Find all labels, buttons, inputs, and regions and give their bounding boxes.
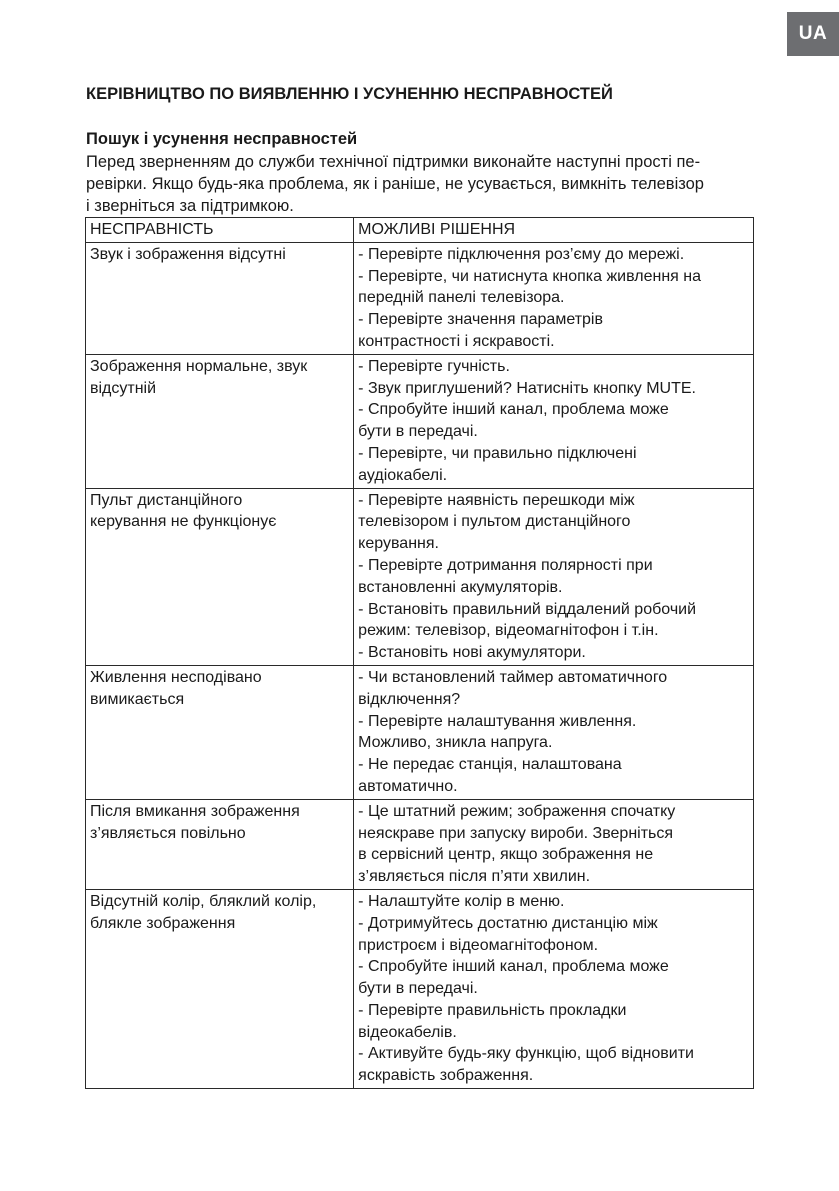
- solutions-cell: [354, 889, 754, 1088]
- table-header-row: [86, 218, 754, 243]
- solution-line: бути в передачі.: [358, 980, 478, 998]
- problem-line: Зображення нормальне, звук: [90, 357, 308, 375]
- intro-line: і зверніться за підтримкою.: [86, 197, 294, 215]
- table-row: [86, 488, 754, 665]
- problem-line: з’являється повільно: [90, 824, 246, 842]
- solutions-cell: [354, 488, 754, 665]
- table-row: [86, 354, 754, 488]
- solution-line: - Перевірте правильність прокладки: [358, 1001, 627, 1019]
- solution-line: - Не передає станція, налаштована: [358, 756, 622, 774]
- solution-line: - Перевірте наявність перешкоди між: [358, 491, 635, 509]
- solution-line: - Перевірте підключення роз’єму до мережі.: [358, 245, 685, 263]
- solutions-cell: [354, 354, 754, 488]
- problem-line: Пульт дистанційного: [90, 491, 243, 509]
- solution-line: - Перевірте значення параметрів: [358, 311, 603, 329]
- table-row: [86, 799, 754, 889]
- problem-line: Живлення несподівано: [90, 668, 262, 686]
- solution-line: - Перевірте, чи натиснута кнопка живлення на: [358, 267, 701, 285]
- solution-line: яскравість зображення.: [358, 1067, 534, 1085]
- table-row: [86, 889, 754, 1088]
- page-title: КЕРІВНИЦТВО ПО ВИЯВЛЕННЮ І УСУНЕННЮ НЕСПРАВНОСТЕЙ: [86, 85, 613, 103]
- solution-line: - Перевірте налаштування живлення.: [358, 712, 637, 730]
- solution-line: - Налаштуйте колір в меню.: [358, 892, 565, 910]
- solution-line: аудіокабелі.: [358, 466, 448, 484]
- problem-cell: [86, 799, 354, 889]
- solution-line: - Перевірте дотримання полярності при: [358, 556, 653, 574]
- header-problem: НЕСПРАВНІСТЬ: [86, 218, 354, 243]
- solution-line: - Звук приглушений? Натисніть кнопку MUTE.: [358, 379, 696, 397]
- solution-line: з’являється після п’яти хвилин.: [358, 868, 591, 886]
- solution-line: контрастності і яскравості.: [358, 332, 555, 350]
- intro-paragraph: [86, 151, 756, 217]
- solution-line: - Це штатний режим; зображення спочатку: [358, 802, 676, 820]
- table-body: [86, 242, 754, 1088]
- solution-line: пристроєм і відеомагнітофоном.: [358, 936, 599, 954]
- problem-cell: [86, 488, 354, 665]
- solution-line: керування.: [358, 535, 439, 553]
- solution-line: Можливо, зникла напруга.: [358, 734, 553, 752]
- table-row: [86, 242, 754, 354]
- problem-line: Після вмикання зображення: [90, 802, 300, 820]
- problem-line: Відсутній колір, бляклий колір,: [90, 892, 317, 910]
- solution-line: в сервісний центр, якщо зображення не: [358, 846, 654, 864]
- solution-line: - Спробуйте інший канал, проблема може: [358, 958, 669, 976]
- problem-line: вимикається: [90, 690, 185, 708]
- problem-line: відсутній: [90, 379, 157, 397]
- problem-line: блякле зображення: [90, 914, 236, 932]
- solution-line: - Спробуйте інший канал, проблема може: [358, 401, 669, 419]
- language-tab: UA: [787, 12, 839, 56]
- solutions-cell: [354, 242, 754, 354]
- solution-line: - Перевірте гучність.: [358, 357, 510, 375]
- problem-line: Звук і зображення відсутні: [90, 245, 286, 263]
- solution-line: неяскраве при запуску вироби. Зверніться: [358, 824, 674, 842]
- problem-cell: [86, 665, 354, 799]
- solution-line: режим: телевізор, відеомагнітофон і т.ін.: [358, 622, 659, 640]
- solution-line: - Встановіть нові акумулятори.: [358, 644, 586, 662]
- intro-line: ревірки. Якщо будь-яка проблема, як і раніше, не усувається, вимкніть телевізор: [86, 175, 704, 193]
- problem-line: керування не функціонує: [90, 513, 277, 531]
- problem-cell: [86, 242, 354, 354]
- solution-line: бути в передачі.: [358, 423, 478, 441]
- table-row: [86, 665, 754, 799]
- solutions-cell: [354, 665, 754, 799]
- solution-line: відключення?: [358, 690, 461, 708]
- solution-line: - Дотримуйтесь достатню дистанцію між: [358, 914, 658, 932]
- problem-cell: [86, 354, 354, 488]
- solution-line: - Перевірте, чи правильно підключені: [358, 444, 637, 462]
- intro-line: Перед зверненням до служби технічної підтримки виконайте наступні прості пе-: [86, 153, 701, 171]
- solutions-cell: [354, 799, 754, 889]
- troubleshooting-table: [85, 217, 754, 1089]
- header-solutions: МОЖЛИВІ РІШЕННЯ: [354, 218, 754, 243]
- solution-line: відеокабелів.: [358, 1023, 457, 1041]
- solution-line: - Чи встановлений таймер автоматичного: [358, 668, 668, 686]
- solution-line: телевізором і пультом дистанційного: [358, 513, 631, 531]
- problem-cell: [86, 889, 354, 1088]
- solution-line: встановленні акумуляторів.: [358, 578, 563, 596]
- solution-line: - Активуйте будь-яку функцію, щоб відновити: [358, 1045, 694, 1063]
- solution-line: передній панелі телевізора.: [358, 289, 565, 307]
- solution-line: - Встановіть правильний віддалений робочий: [358, 600, 697, 618]
- section-title: Пошук і усунення несправностей: [86, 130, 358, 148]
- solution-line: автоматично.: [358, 777, 458, 795]
